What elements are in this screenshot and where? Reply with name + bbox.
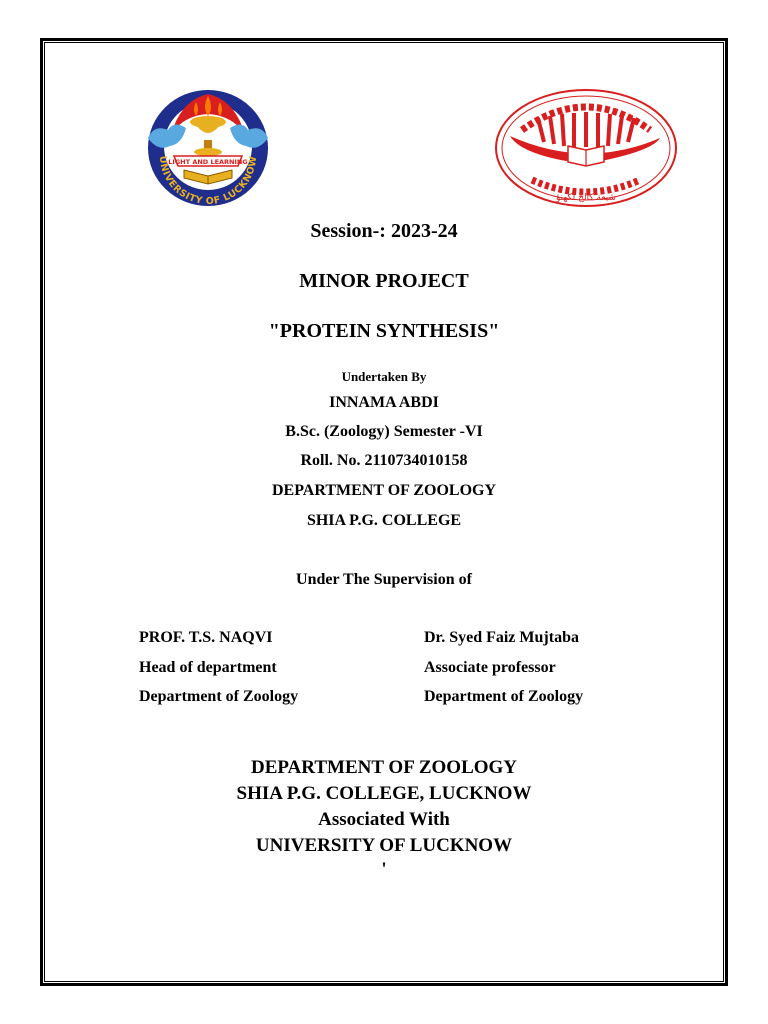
footer-mark: ' xyxy=(381,859,387,880)
student-name: INNAMA ABDI xyxy=(329,394,439,411)
footer-department: DEPARTMENT OF ZOOLOGY xyxy=(250,757,518,778)
logo-seal-text: UNIVERSITY OF LUCKNOW xyxy=(156,155,260,208)
supervisor-1-designation: Head of department xyxy=(139,659,277,676)
roll-number: Roll. No. 2110734010158 xyxy=(300,452,468,469)
project-type: MINOR PROJECT xyxy=(299,270,469,292)
supervisor-1-name: PROF. T.S. NAQVI xyxy=(139,629,273,646)
logo-seal-text: شيعة كالج لكهنؤ xyxy=(556,193,616,203)
footer-associated: Associated With xyxy=(318,809,450,830)
supervisor-2-designation: Associate professor xyxy=(424,659,556,676)
college: SHIA P.G. COLLEGE xyxy=(306,512,462,529)
shia-college-logo xyxy=(492,86,680,210)
department: DEPARTMENT OF ZOOLOGY xyxy=(271,482,497,499)
session: Session-: 2023-24 xyxy=(310,220,458,242)
project-title: "PROTEIN SYNTHESIS" xyxy=(268,320,500,342)
footer-college: SHIA P.G. COLLEGE, LUCKNOW xyxy=(236,783,532,804)
course: B.Sc. (Zoology) Semester -VI xyxy=(285,423,483,440)
university-of-lucknow-logo xyxy=(140,86,276,208)
supervisor-2-name: Dr. Syed Faiz Mujtaba xyxy=(424,629,579,646)
logo-banner-text: LIGHT AND LEARNING xyxy=(168,158,248,166)
supervisor-2-department: Department of Zoology xyxy=(424,688,584,705)
supervision-heading: Under The Supervision of xyxy=(296,571,472,588)
footer-university: UNIVERSITY OF LUCKNOW xyxy=(255,835,513,856)
supervisor-1-department: Department of Zoology xyxy=(139,688,299,705)
undertaken-by-label: Undertaken By xyxy=(341,369,427,384)
